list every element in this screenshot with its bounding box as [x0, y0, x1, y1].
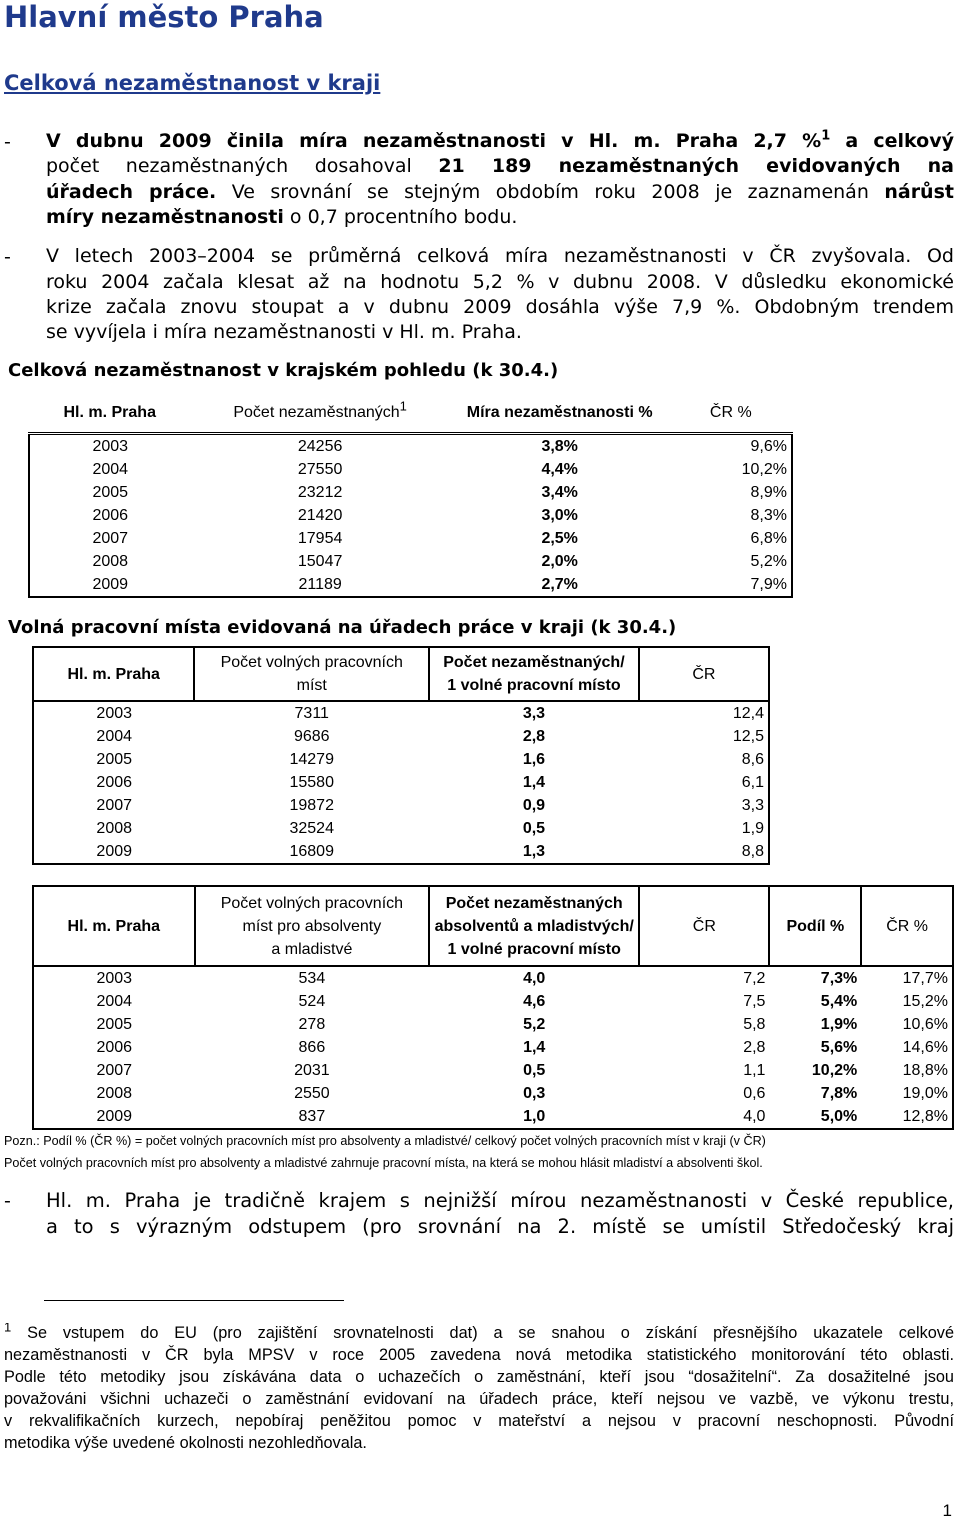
table-cell: 837	[298, 1108, 326, 1125]
col-header: Hl. m. Praha	[33, 886, 195, 966]
table-cell: 1,9	[741, 820, 764, 837]
table-cell: 2004	[96, 993, 133, 1010]
table-row	[33, 966, 953, 990]
table-cell: 15,2%	[902, 993, 948, 1010]
note-line-1: Pozn.: Podíl % (ČR %) = počet volných pracovních míst pro absolventy a mladistvé/ celkový počet volných pracovních míst v kraji (v ČR)	[4, 1134, 766, 1148]
table-cell: 2007	[92, 530, 129, 547]
table-row	[33, 1082, 953, 1105]
table-cell: 3,0%	[541, 507, 578, 524]
table-row	[29, 550, 792, 573]
table-cell: 5,2%	[750, 553, 787, 570]
table-cell: 12,4	[732, 705, 764, 722]
table-cell: 7,3%	[820, 970, 858, 987]
page-title: Hlavní město Praha	[4, 0, 324, 34]
table-cell: 278	[298, 1016, 326, 1033]
table-cell: 2,8	[743, 1039, 766, 1056]
table-cell: 21189	[298, 576, 342, 593]
table-row	[33, 817, 769, 840]
table-cell: 2007	[96, 797, 133, 814]
footnote-line-4: považováni všichni uchazeči o zaměstnání evidovaní na úřadech práce, kteří nejsou ve vazbě, ve výkonu trestu,	[4, 1390, 954, 1408]
para2-line1: V letech 2003–2004 se průměrná celková míra nezaměstnanosti v ČR zvyšovala. Od	[46, 245, 954, 267]
para2-line3: krize začala znovu stoupat a v dubnu 2009 dosáhla výše 7,9 %. Obdobným trendem	[46, 296, 954, 318]
note-line-2: Počet volných pracovních míst pro absolventy a mladistvé zahrnuje pracovní místa, na která se mohou hlásit mladiství a absolventi škol.	[4, 1156, 763, 1170]
table-row	[33, 990, 953, 1013]
table-cell: 32524	[289, 820, 334, 837]
table-cell: 0,3	[523, 1085, 546, 1102]
table-cell: 14,6%	[902, 1039, 948, 1056]
table-cell: 7,8%	[820, 1085, 858, 1102]
table-cell: 2008	[92, 553, 129, 570]
table-cell: 4,6	[523, 993, 546, 1010]
col-header: ČR	[639, 647, 769, 701]
table-row	[29, 573, 792, 597]
table-cell: 8,9%	[750, 484, 787, 501]
table-cell: 7,2	[743, 970, 766, 987]
para1-line3: úřadech práce. Ve srovnání se stejným obdobím roku 2008 je zaznamenán nárůst	[46, 181, 954, 203]
table-row	[33, 1105, 953, 1129]
table-row	[29, 527, 792, 550]
table-cell: 2005	[96, 751, 133, 768]
table-cell: 9686	[293, 728, 330, 745]
table-cell: 12,5	[732, 728, 764, 745]
table-cell: 8,6	[741, 751, 764, 768]
table-cell: 7,9%	[750, 576, 787, 593]
table-cell: 2,8	[522, 728, 546, 745]
table-cell: 19872	[289, 797, 334, 814]
table-cell: 2550	[294, 1085, 330, 1102]
table-cell: 10,2%	[741, 461, 787, 478]
col-header: Počet nezaměstnaných$^1$	[190, 392, 449, 434]
unemployment-table	[28, 392, 793, 598]
table-cell: 2006	[96, 774, 133, 791]
page-number: 1	[942, 1501, 952, 1520]
table-cell: 2008	[96, 1085, 133, 1102]
col-header: ČR %	[861, 886, 953, 966]
table-row	[33, 771, 769, 794]
table-cell: 2004	[92, 461, 129, 478]
table-cell: 1,6	[522, 751, 546, 768]
table-cell: 0,5	[523, 1062, 546, 1079]
table-row	[33, 794, 769, 817]
bullet-dash: -	[4, 246, 11, 268]
table-cell: 15580	[289, 774, 334, 791]
footnote-line-3: Podle této metodiky jsou získávána data o uchazečích o zaměstnání, kteří jsou “dosažitelní“. Za dosažitelné jsou	[4, 1368, 954, 1386]
table-row	[33, 1036, 953, 1059]
bullet-dash: -	[4, 1190, 11, 1212]
footnote-line-2: nezaměstnanosti v ČR byla MPSV v roce 2005 zavedena nová metodika statistického monitorování této oblasti.	[4, 1346, 954, 1364]
table-cell: 4,0	[523, 970, 546, 987]
table-row	[33, 840, 769, 864]
col-header: Počet volných pracovních míst pro absolventy a mladistvé	[195, 886, 430, 966]
col-header: Hl. m. Praha	[33, 647, 194, 701]
table-cell: 7,5	[743, 993, 766, 1010]
table-cell: 0,5	[522, 820, 546, 837]
table-header-row	[29, 392, 792, 434]
table-cell: 8,8	[741, 843, 764, 860]
section-heading: Celková nezaměstnanost v kraji	[4, 71, 381, 95]
table1-caption: Celková nezaměstnanost v krajském pohledu (k 30.4.)	[8, 360, 559, 381]
table-cell: 1,0	[523, 1108, 546, 1125]
table-cell: 16809	[289, 843, 334, 860]
table-cell: 2009	[96, 1108, 133, 1125]
footnote-line-1: $^1$ Se vstupem do EU (pro zajištění srovnatelnosti dat) a se snahou o získání přesnějšího ukazatele celkové	[4, 1323, 954, 1342]
table-cell: 7311	[294, 705, 329, 722]
col-header: Počet volných pracovních míst	[194, 647, 429, 701]
table-cell: 2006	[92, 507, 129, 524]
table-cell: 2003	[96, 705, 133, 722]
table-row	[29, 481, 792, 504]
table-header-row	[33, 647, 769, 701]
col-header: Počet nezaměstnaných absolventů a mladistvých/ 1 volné pracovní místo	[429, 886, 639, 966]
footnote-line-5: v rekvalifikačních kurzech, nepobíraj peněžitou pomoc v mateřství a nejsou v pracovní neschopnosti. Původní	[4, 1412, 954, 1430]
vacancies-table	[32, 646, 770, 865]
table-row	[29, 504, 792, 527]
table-cell: 14279	[289, 751, 334, 768]
col-header: Počet nezaměstnaných/ 1 volné pracovní místo	[429, 647, 639, 701]
table-cell: 2008	[96, 820, 133, 837]
table-cell: 2005	[96, 1016, 133, 1033]
col-header: ČR	[639, 886, 769, 966]
table-cell: 2009	[92, 576, 129, 593]
table-cell: 8,3%	[750, 507, 787, 524]
table-row	[33, 725, 769, 748]
para2-line2: roku 2004 začala klesat až na hodnotu 5,2 % v dubnu 2008. V důsledku ekonomické	[46, 271, 954, 293]
table-cell: 23212	[297, 484, 343, 501]
table-cell: 2,0%	[541, 553, 578, 570]
table-row	[33, 748, 769, 771]
table-cell: 3,3	[741, 797, 764, 814]
table-cell: 5,4%	[820, 993, 858, 1010]
col-header: Podíl %	[769, 886, 861, 966]
table-cell: 18,8%	[902, 1062, 948, 1079]
table-cell: 3,4%	[541, 484, 578, 501]
table-cell: 12,8%	[902, 1108, 948, 1125]
table-cell: 534	[298, 970, 326, 987]
table-cell: 9,6%	[750, 438, 787, 455]
table-cell: 4,4%	[541, 461, 578, 478]
footnote-ref: 1	[821, 129, 831, 144]
table-cell: 1,9%	[820, 1016, 858, 1033]
table-cell: 3,3	[522, 705, 546, 722]
table-row	[33, 1059, 953, 1082]
table-cell: 2003	[96, 970, 133, 987]
table-cell: 5,6%	[820, 1039, 858, 1056]
table-cell: 866	[298, 1039, 326, 1056]
table-cell: 2009	[96, 843, 133, 860]
table-cell: 1,4	[523, 1039, 546, 1056]
table-cell: 2005	[92, 484, 129, 501]
para2-line4: se vyvíjela i míra nezaměstnanosti v Hl. m. Praha.	[46, 321, 522, 343]
table-cell: 2,7%	[541, 576, 578, 593]
graduates-vacancies-table	[32, 885, 954, 1130]
col-header: Hl. m. Praha	[29, 392, 190, 434]
para1-line2: počet nezaměstnaných dosahoval 21 189 nezaměstnaných evidovaných na	[46, 155, 954, 177]
table-cell: 10,2%	[811, 1062, 858, 1079]
col-header: ČR %	[670, 392, 792, 434]
table-cell: 2,5%	[541, 530, 578, 547]
table-cell: 2003	[92, 438, 129, 455]
table-cell: 27550	[297, 461, 343, 478]
table-cell: 3,8%	[541, 438, 578, 455]
table-cell: 5,8	[743, 1016, 766, 1033]
table-cell: 21420	[297, 507, 343, 524]
table-cell: 1,1	[743, 1062, 766, 1079]
col-header: Míra nezaměstnanosti %	[450, 392, 670, 434]
table-row	[29, 458, 792, 481]
table-row	[33, 1013, 953, 1036]
table-cell: 6,8%	[750, 530, 787, 547]
table-cell: 10,6%	[902, 1016, 948, 1033]
table-cell: 0,6	[743, 1085, 766, 1102]
table-cell: 24256	[297, 438, 343, 455]
table-cell: 2006	[96, 1039, 133, 1056]
footnote-separator	[44, 1300, 344, 1301]
para3-line2: a to s výrazným odstupem (pro srovnání na 2. místě se umístil Středočeský kraj	[46, 1215, 954, 1238]
para1-line4: míry nezaměstnanosti o 0,7 procentního bodu.	[46, 206, 518, 228]
table-cell: 5,0%	[820, 1108, 858, 1125]
table-cell: 19,0%	[902, 1085, 948, 1102]
table-cell: 524	[298, 993, 326, 1010]
table-cell: 4,0	[743, 1108, 766, 1125]
table2-caption: Volná pracovní místa evidovaná na úřadech práce v kraji (k 30.4.)	[8, 617, 677, 638]
bullet-dash: -	[4, 131, 11, 153]
table-cell: 1,4	[522, 774, 546, 791]
table-row	[33, 701, 769, 725]
table-cell: 6,1	[741, 774, 764, 791]
table-cell: 15047	[297, 553, 343, 570]
table-cell: 2007	[96, 1062, 133, 1079]
table-cell: 17,7%	[902, 970, 948, 987]
para3-line1: Hl. m. Praha je tradičně krajem s nejnižší mírou nezaměstnanosti v České republice,	[46, 1189, 954, 1212]
table-row	[29, 434, 792, 459]
table-cell: 5,2	[523, 1016, 546, 1033]
table-cell: 2004	[96, 728, 133, 745]
table-header-row	[33, 886, 953, 966]
table-cell: 2031	[294, 1062, 330, 1079]
footnote-line-6: metodika výše uvedené okolnosti nezohledňovala.	[4, 1434, 367, 1452]
para1-line1: V dubnu 2009 činila míra nezaměstnanosti v Hl. m. Praha 2,7 %$^1$ a celkový	[46, 129, 954, 152]
table-cell: 0,9	[522, 797, 546, 814]
table-cell: 17954	[297, 530, 343, 547]
table-cell: 1,3	[522, 843, 546, 860]
